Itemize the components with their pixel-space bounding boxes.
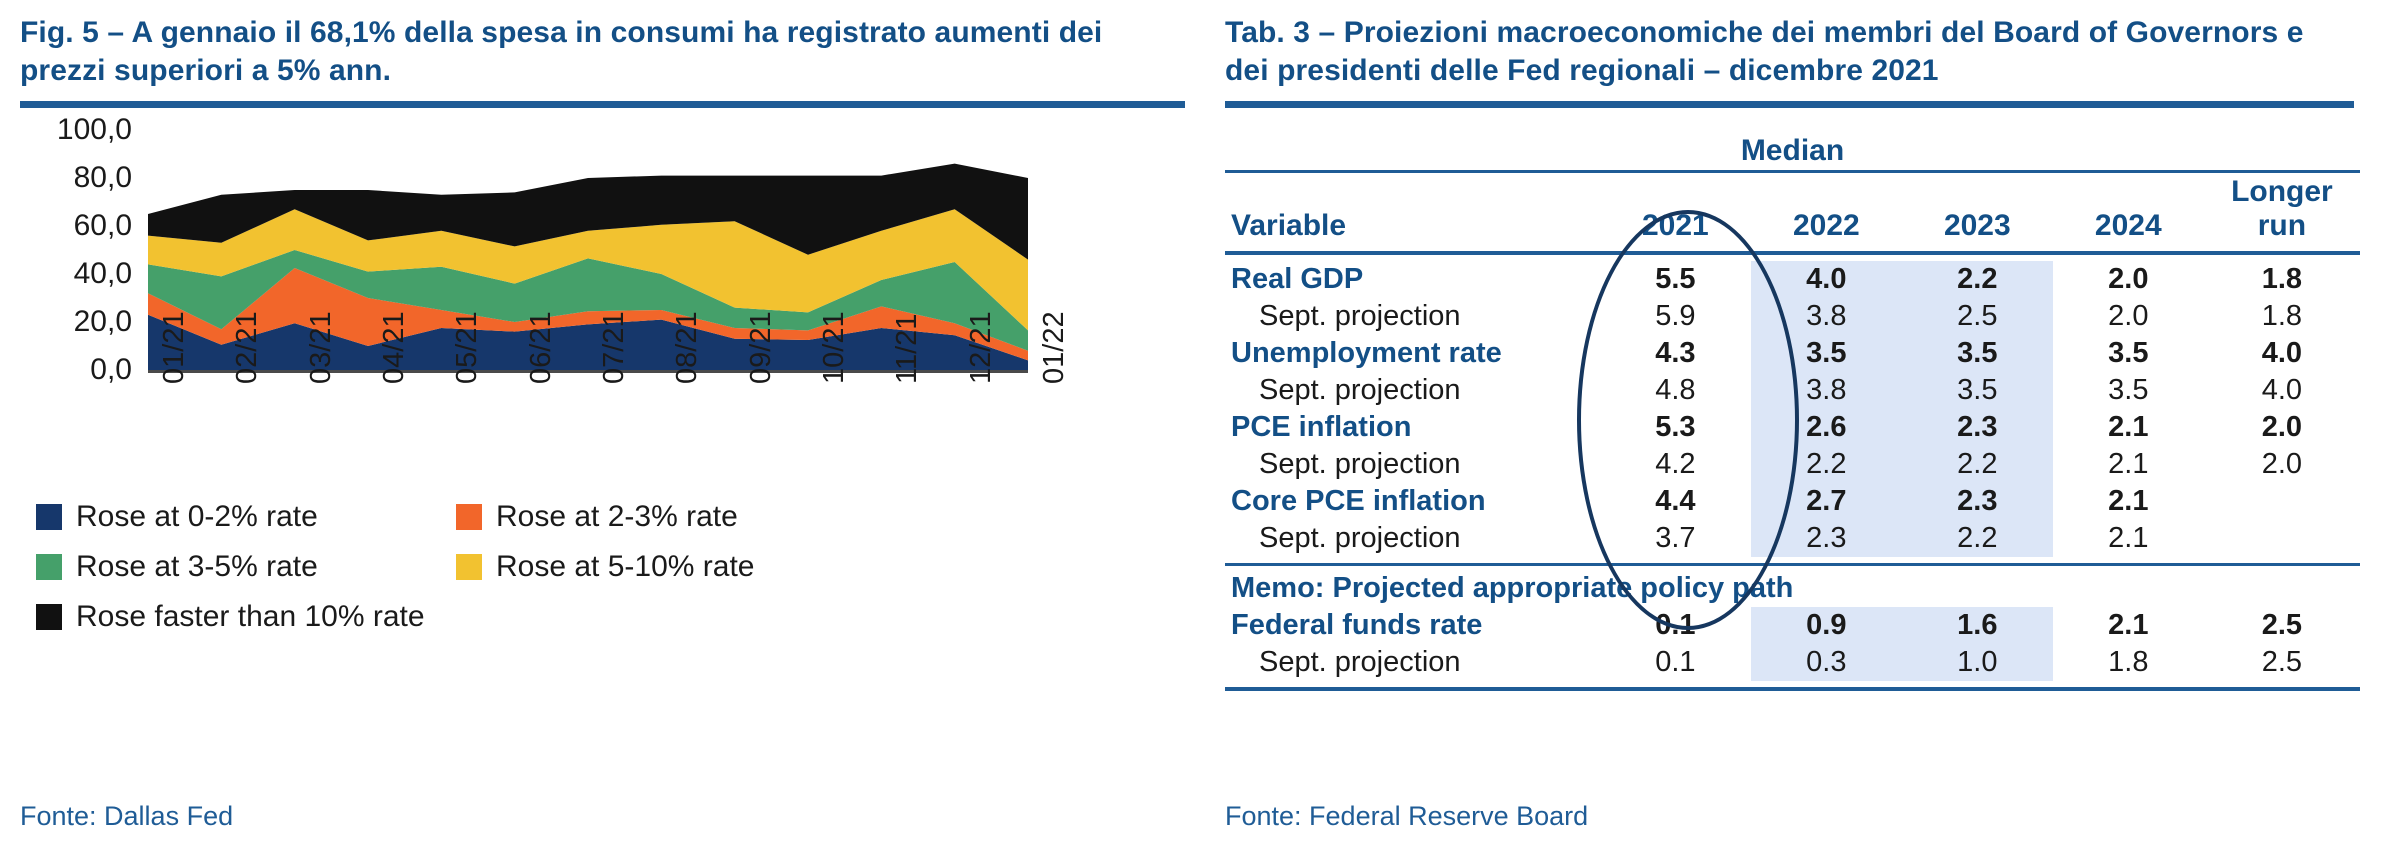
- table-column-header: 2024: [2094, 208, 2162, 242]
- table-cell: 4.2: [1655, 447, 1696, 480]
- x-tick-label: 05/21: [451, 311, 484, 384]
- table-cell: 2.0: [2108, 262, 2149, 295]
- table-cell: 0.1: [1655, 645, 1696, 678]
- stacked-area-chart: [20, 112, 1150, 460]
- table-cell: 2.1: [2108, 447, 2149, 480]
- legend-swatch-icon: [36, 504, 62, 530]
- y-tick-label: 0,0: [90, 352, 132, 386]
- x-tick-label: 01/21: [158, 311, 190, 384]
- table-cell: 2.1: [2108, 410, 2149, 443]
- table-row-label: Sept. projection: [1259, 645, 1461, 678]
- table-cell: 2.7: [1751, 483, 1902, 520]
- table-row: [1225, 372, 2360, 409]
- table-row-label: Sept. projection: [1259, 447, 1461, 480]
- x-tick-label: 03/21: [304, 311, 337, 384]
- table-cell: 1.8: [2261, 299, 2303, 332]
- legend-label: Rose at 0-2% rate: [76, 500, 318, 533]
- legend-label: Rose at 3-5% rate: [76, 550, 318, 583]
- legend-swatch-icon: [456, 504, 482, 530]
- legend-row: [36, 550, 1156, 584]
- legend-item: [36, 600, 456, 634]
- table-cell: 3.5: [1902, 335, 2053, 372]
- legend-item: [456, 550, 754, 584]
- table-column-header: Longer run: [2231, 174, 2333, 242]
- table-cell: 0.9: [1751, 607, 1902, 644]
- figure-title: Fig. 5 – A gennaio il 68,1% della spesa in consumi ha registrato aumenti dei prezzi superiori a 5% ann.: [20, 16, 1103, 88]
- legend-label: Rose at 5-10% rate: [496, 550, 755, 583]
- table-row: [1225, 483, 2360, 520]
- legend-swatch-icon: [36, 604, 62, 630]
- table-cell: [2204, 483, 2360, 520]
- table-cell: 1.8: [2261, 262, 2303, 295]
- table-cell: 2.2: [1751, 446, 1902, 483]
- table-cell: 1.0: [1902, 644, 2053, 681]
- y-tick-label: 20,0: [73, 304, 132, 338]
- table-cell: 3.8: [1751, 372, 1902, 409]
- median-header: Median: [1740, 133, 1845, 167]
- table-cell: 2.5: [2261, 608, 2303, 641]
- table-cell: 2.2: [1902, 446, 2053, 483]
- table-cell: 2.3: [1902, 483, 2053, 520]
- table-row: [1225, 261, 2360, 298]
- figure-title-rule: [20, 101, 1185, 108]
- table-cell: 2.5: [1902, 298, 2053, 335]
- table-rule-row: [1225, 681, 2360, 691]
- table-rule-row: [1225, 557, 2360, 570]
- table-cell: 3.5: [2108, 336, 2149, 369]
- y-axis: [20, 112, 140, 386]
- legend-item: [456, 500, 738, 534]
- table-cell: 2.2: [1902, 261, 2053, 298]
- table-row: [1225, 446, 2360, 483]
- legend-label: Rose at 2-3% rate: [496, 500, 738, 533]
- x-tick-label: 06/21: [524, 311, 557, 384]
- table-row: [1225, 298, 2360, 335]
- table-row-label: PCE inflation: [1231, 410, 1412, 443]
- table-cell: 4.3: [1655, 336, 1696, 369]
- table-row-label: Federal funds rate: [1231, 608, 1483, 641]
- table-row-label: Core PCE inflation: [1231, 484, 1486, 517]
- table-row: [1225, 520, 2360, 557]
- table-cell: 5.5: [1655, 262, 1696, 295]
- x-tick-label: 02/21: [231, 311, 264, 384]
- table-cell: 2.0: [2108, 299, 2149, 332]
- table-cell: 5.3: [1655, 410, 1696, 443]
- legend-row: [36, 600, 1156, 634]
- table-cell: 4.0: [2261, 336, 2303, 369]
- table-cell: 1.8: [2108, 645, 2149, 678]
- x-tick-label: 04/21: [378, 311, 410, 384]
- table-cell: 4.4: [1655, 484, 1696, 517]
- table-column-header: 2023: [1943, 208, 2011, 242]
- table-cell: 3.5: [1751, 335, 1902, 372]
- legend-item: [36, 550, 456, 584]
- table-row-label: Sept. projection: [1259, 521, 1461, 554]
- chart-legend: [36, 500, 1156, 650]
- legend-item: [36, 500, 456, 534]
- x-tick-label: 10/21: [818, 311, 850, 384]
- table-cell: 2.0: [2261, 447, 2303, 480]
- table-cell: 2.1: [2108, 484, 2149, 517]
- table-memo-label: Memo: Projected appropriate policy path: [1231, 571, 1794, 604]
- projections-table-wrap: [1225, 134, 2360, 691]
- x-tick-label: 09/21: [744, 311, 777, 384]
- table-cell: [2204, 520, 2360, 557]
- table-cell: 2.1: [2108, 608, 2149, 641]
- table-row-label: Unemployment rate: [1231, 336, 1502, 369]
- table-row-label: Sept. projection: [1259, 373, 1461, 406]
- y-tick-label: 100,0: [56, 112, 132, 146]
- x-tick-label: 11/21: [891, 313, 924, 384]
- table-row: [1225, 644, 2360, 681]
- table-cell: 2.5: [2261, 645, 2303, 678]
- table-row: [1225, 409, 2360, 446]
- table-row-label: Sept. projection: [1259, 299, 1461, 332]
- table-row: [1225, 607, 2360, 644]
- x-tick-label: 07/21: [598, 311, 630, 384]
- table-cell: 4.8: [1655, 373, 1696, 406]
- table-cell: 2.3: [1751, 520, 1902, 557]
- table-cell: 2.3: [1902, 409, 2053, 446]
- legend-swatch-icon: [456, 554, 482, 580]
- table-cell: 2.1: [2108, 521, 2149, 554]
- table-cell: 5.9: [1655, 299, 1696, 332]
- table-cell: 1.6: [1902, 607, 2053, 644]
- table-cell: 3.5: [1902, 372, 2053, 409]
- table-memo-row: [1225, 570, 2360, 607]
- table-cell: 2.0: [2261, 410, 2303, 443]
- table-cell: 3.7: [1655, 521, 1696, 554]
- table-panel: [1205, 0, 2384, 844]
- y-tick-label: 40,0: [73, 256, 132, 290]
- table-column-header: Variable: [1231, 208, 1347, 242]
- table-cell: 0.3: [1751, 644, 1902, 681]
- legend-label: Rose faster than 10% rate: [76, 600, 425, 633]
- table-cell: 4.0: [2261, 373, 2303, 406]
- y-tick-label: 80,0: [73, 160, 132, 194]
- table-row: [1225, 335, 2360, 372]
- table-cell: 4.0: [1751, 261, 1902, 298]
- table-source: Fonte: Federal Reserve Board: [1225, 801, 1589, 831]
- x-tick-label: 12/21: [964, 311, 997, 384]
- table-cell: 3.5: [2108, 373, 2149, 406]
- table-header-row: [1225, 173, 2360, 245]
- table-row-label: Real GDP: [1231, 262, 1364, 295]
- legend-row: [36, 500, 1156, 534]
- projections-table: [1225, 173, 2360, 691]
- legend-swatch-icon: [36, 554, 62, 580]
- table-column-header: 2022: [1792, 208, 1860, 242]
- table-rule-row: [1225, 245, 2360, 261]
- x-tick-label: 01/22: [1038, 311, 1070, 384]
- table-cell: 3.8: [1751, 298, 1902, 335]
- x-axis: [148, 311, 1070, 498]
- figure-source: Fonte: Dallas Fed: [20, 801, 234, 831]
- table-cell: 2.2: [1902, 520, 2053, 557]
- table-title-rule: [1225, 101, 2354, 108]
- table-column-header: 2021: [1641, 208, 1709, 242]
- x-tick-label: 08/21: [671, 311, 704, 384]
- table-title: Tab. 3 – Proiezioni macroeconomiche dei membri del Board of Governors e dei presidenti delle Fed regionali – dicembre 2021: [1225, 16, 2304, 88]
- y-tick-label: 60,0: [73, 208, 132, 242]
- table-cell: 0.1: [1655, 608, 1696, 641]
- table-cell: 2.6: [1751, 409, 1902, 446]
